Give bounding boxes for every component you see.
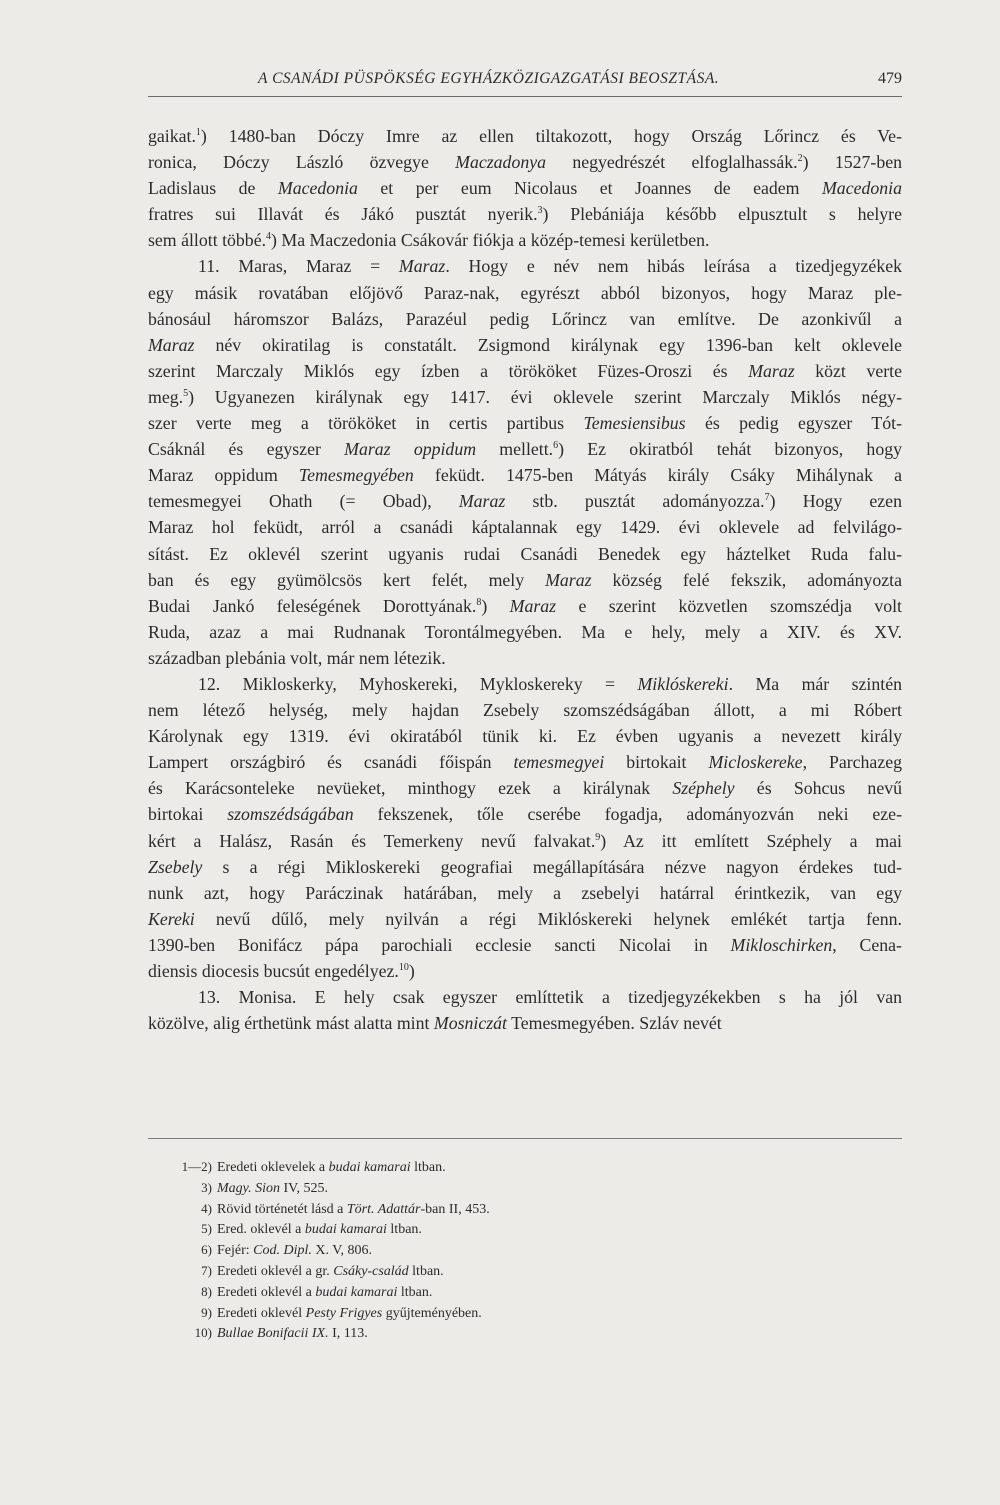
text-run: Temesmegyében. Szláv nevét	[507, 1013, 722, 1034]
italic-text: budai kamarai	[328, 1160, 411, 1175]
footnotes	[175, 1157, 875, 1344]
text-run: Ladislaus de	[148, 178, 278, 199]
text-run: ltban.	[386, 1222, 422, 1238]
footnote-mark: 8)	[201, 1283, 212, 1299]
text-run: ltban.	[397, 1284, 433, 1300]
text-run: 12. Mikloskerky, Myhoskereki, Mykloskereky =	[198, 673, 638, 694]
text-line	[148, 880, 902, 906]
footnote-ref: 10	[398, 962, 409, 973]
text-line	[148, 123, 902, 149]
footnote-mark: 1—2)	[181, 1159, 212, 1174]
text-run: temesmegyei Ohath (= Obad),	[148, 491, 459, 512]
text-run: )	[481, 595, 510, 616]
text-run: Ered. oklevél a	[217, 1222, 305, 1238]
text-run: sítást. Ez oklevél szerint ugyanis rudai Csanádi Benedek egy háztelket Ruda falu-	[148, 543, 902, 564]
text-run: és Karácsonteleke nevüeket, minthogy ezek a királynak	[148, 778, 673, 799]
text-line	[148, 280, 902, 306]
text-line	[148, 488, 902, 514]
text-line	[148, 175, 902, 201]
running-title: A CSANÁDI PÜSPÖKSÉG EGYHÁZKÖZIGAZGATÁSI BEOSZTÁSA.	[258, 70, 720, 87]
text-line	[148, 462, 902, 488]
italic-text: Kereki	[148, 908, 195, 929]
text-run: et per eum Nicolaus et Joannes de eadem	[357, 178, 822, 199]
text-run: meg.	[148, 386, 184, 407]
italic-text: Temesmegyében	[298, 465, 414, 486]
text-line	[148, 541, 902, 567]
text-line	[148, 410, 902, 436]
page-number: 479	[878, 70, 902, 87]
italic-text: Pesty Frigyes	[305, 1305, 383, 1321]
text-line	[148, 984, 902, 1010]
footnote	[175, 1303, 875, 1324]
footnote-ref: 4	[266, 231, 272, 243]
italic-text: Maraz	[545, 569, 592, 590]
text-line	[148, 619, 902, 645]
text-run: diensis diocesis bucsút engedélyez.	[148, 961, 399, 981]
italic-text: Maraz	[509, 595, 557, 616]
italic-text: Zsebely	[148, 856, 203, 877]
text-line	[148, 723, 902, 749]
text-line	[148, 306, 902, 332]
footnote-ref: 9	[595, 831, 601, 843]
text-run: szer verte meg a törököket in certis partibus	[148, 413, 584, 434]
text-line	[148, 149, 902, 175]
text-run: birtokait	[604, 752, 709, 773]
footnote-ref: 1	[195, 127, 201, 138]
text-run: Fejér:	[217, 1243, 254, 1259]
footnote-mark: 3)	[201, 1179, 212, 1195]
text-run: ) Ez okiratból tehát bizonyos, hogy	[558, 439, 902, 460]
text-run: . Hogy e név nem hibás leírása a tizedjegyzékek	[445, 256, 902, 277]
text-run: község felé fekszik, adományozta	[591, 569, 902, 590]
footnote	[175, 1282, 875, 1303]
text-run: ) Hogy ezen	[769, 491, 902, 512]
footnote-mark: 6)	[201, 1242, 212, 1258]
text-run: és pedig egyszer Tót-	[685, 413, 902, 434]
text-run: szerint Marczaly Miklós egy ízben a törököket Füzes-Oroszi és	[148, 360, 749, 381]
text-run: Eredeti oklevél a	[217, 1284, 316, 1300]
italic-text: Mosniczát	[433, 1013, 508, 1034]
italic-text: Maraz	[458, 491, 506, 512]
text-line	[148, 671, 902, 697]
footnote-ref: 2	[797, 153, 803, 165]
text-run: Lampert országbiró és csanádi főispán	[148, 752, 514, 773]
italic-text: Macedonia	[277, 178, 358, 199]
text-run: , Parchazeg	[802, 752, 902, 773]
text-run: ) 1480-ban Dóczy Imre az ellen tiltakozott, hogy Ország Lőrincz és Ve-	[200, 126, 902, 146]
footnote	[175, 1178, 875, 1199]
italic-text: temesmegyei	[513, 752, 605, 773]
footnote	[175, 1240, 875, 1261]
footnote-mark: 10)	[194, 1325, 212, 1341]
footnote-ref: 7	[764, 492, 770, 504]
text-run: Károlynak egy 1319. évi okiratából tünik ki. Ez évben ugyanis a nevezett király	[148, 726, 902, 747]
text-run: 13. Monisa. E hely csak egyszer említtetik a tizedjegyzékekben s ha jól van	[198, 987, 902, 1008]
text-run: e szerint közvetlen szomszédja volt	[556, 595, 902, 616]
text-run: században plebánia volt, már nem létezik.	[148, 647, 446, 668]
text-run: 11. Maras, Maraz =	[198, 256, 399, 277]
footnote-mark: 9)	[201, 1304, 212, 1320]
text-line	[148, 227, 902, 253]
footnote	[175, 1157, 875, 1178]
text-run: közt verte	[794, 360, 902, 381]
text-run: Maraz oppidum	[148, 465, 299, 486]
text-run: -ban II, 453.	[420, 1201, 490, 1217]
text-run: Csáknál és egyszer	[148, 439, 345, 460]
italic-text: budai kamarai	[315, 1284, 398, 1300]
text-run: mellett.	[476, 439, 554, 460]
text-run: negyedrészét elfoglalhassák.	[546, 152, 798, 173]
footnote-mark: 5)	[201, 1221, 212, 1237]
text-run: ) Plebániája később elpusztult s helyre	[542, 204, 902, 225]
text-line	[148, 697, 902, 723]
footnote-ref: 8	[476, 596, 482, 608]
italic-text: Maraz	[748, 360, 795, 381]
italic-text: Temesiensibus	[583, 413, 686, 434]
text-run: Budai Jankó feleségének Dorottyának.	[148, 595, 477, 616]
text-run: ) 1527-ben	[802, 152, 902, 173]
text-run: ltban.	[410, 1160, 446, 1175]
text-run: gaikat.	[148, 126, 196, 146]
footnote-mark: 7)	[201, 1262, 212, 1278]
footnote-ref: 3	[537, 205, 543, 217]
italic-text: Tört. Adattár	[346, 1201, 421, 1217]
italic-text: budai kamarai	[304, 1222, 387, 1238]
italic-text: Csáky-család	[333, 1263, 409, 1279]
italic-text: Macedonia	[822, 178, 902, 199]
text-run: ) Ma Maczedonia Csákovár fiókja a közép-temesi kerületben.	[271, 230, 710, 251]
italic-text: Széphely	[672, 778, 735, 799]
text-run: Eredeti oklevél	[217, 1305, 306, 1321]
text-run: közölve, alig érthetünk mást alatta mint	[148, 1013, 434, 1034]
text-run: ) Az itt említett Széphely a mai	[600, 830, 902, 851]
text-run: ltban.	[408, 1263, 444, 1279]
text-run: Ruda, azaz a mai Rudnanak Torontálmegyében. Ma e hely, mely a XIV. és XV.	[148, 621, 902, 642]
text-run: birtokai	[148, 804, 228, 825]
footnote	[175, 1219, 875, 1240]
text-run: , Cena-	[832, 934, 902, 955]
text-run: . Ma már szintén	[728, 673, 902, 694]
text-run: nunk azt, hogy Paráczinak határában, mely a zsebelyi határral érintkezik, van egy	[148, 882, 902, 903]
text-run: Maraz hol feküdt, arról a csanádi káptalannak egy 1429. évi oklevele ad felvilágo-	[148, 517, 902, 538]
text-line	[148, 775, 902, 801]
italic-text: Micloskereke	[708, 752, 803, 773]
text-run: )	[408, 961, 415, 981]
text-line	[148, 958, 902, 984]
text-line	[148, 201, 902, 227]
running-header	[148, 68, 902, 97]
text-run: feküdt. 1475-ben Mátyás király Csáky Mihálynak a	[413, 465, 902, 486]
italic-text: Maraz oppidum	[344, 439, 477, 460]
footnote-ref: 5	[183, 387, 189, 399]
text-line	[148, 828, 902, 854]
footnote-mark: 4)	[201, 1200, 212, 1216]
text-line	[148, 384, 902, 410]
footnote	[175, 1199, 875, 1220]
text-run: kért a Halász, Rasán és Temerkeny nevű falvakat.	[148, 830, 596, 851]
text-line	[148, 332, 902, 358]
italic-text: Mikloschirken	[730, 934, 833, 955]
text-run: Eredeti oklevelek a	[217, 1160, 329, 1175]
text-run: fratres sui Illavát és Jákó pusztát nyerik.	[148, 204, 538, 225]
text-run: X. V, 806.	[311, 1243, 373, 1259]
text-line	[148, 253, 902, 279]
text-run: egy másik rovatában előjövő Paraz-nak, egyrészt abból bizonyos, hogy Maraz ple-	[148, 282, 902, 303]
text-run: sem állott többé.	[148, 230, 267, 251]
italic-text: szomszédságában	[227, 804, 354, 825]
text-line	[148, 514, 902, 540]
text-run: Rövid történetét lásd a	[217, 1201, 347, 1217]
text-run: név okiratilag is constatált. Zsigmond királynak egy 1396-ban kelt oklevele	[194, 334, 902, 355]
text-run: nem létező helység, mely hajdan Zsebely szomszédságában állott, a mi Róbert	[148, 700, 902, 721]
footnote	[175, 1323, 875, 1344]
text-run: Eredeti oklevél a gr.	[217, 1263, 334, 1279]
text-run: I, 113.	[328, 1326, 368, 1342]
text-line	[148, 567, 902, 593]
italic-text: Maczadonya	[455, 152, 547, 173]
text-run: IV, 525.	[280, 1180, 328, 1196]
text-line	[148, 854, 902, 880]
text-run: és Sohcus nevű	[734, 778, 902, 799]
text-line	[148, 932, 902, 958]
text-run: bánosául háromszor Balázs, Parazéul pedig Lőrincz van említve. De azonkivűl a	[148, 308, 902, 329]
text-run: 1390-ben Bonifácz pápa parochiali ecclesie sancti Nicolai in	[148, 934, 731, 955]
italic-text: Miklóskereki	[637, 673, 729, 694]
text-line	[148, 436, 902, 462]
text-line	[148, 593, 902, 619]
text-run: ban és egy gyümölcsös kert felét, mely	[148, 569, 546, 590]
text-run: ) Ugyanezen királynak egy 1417. évi oklevele szerint Marczaly Miklós négy-	[188, 386, 902, 407]
italic-text: Bullae Bonifacii IX.	[217, 1326, 329, 1342]
text-run: s a régi Mikloskereki geografiai megállapítására nézve nagyon érdekes tud-	[202, 856, 902, 877]
text-run: stb. pusztát adományozza.	[505, 491, 765, 512]
text-line	[148, 801, 902, 827]
text-run: gyűjteményében.	[382, 1305, 482, 1321]
italic-text: Cod. Dipl.	[253, 1243, 312, 1259]
text-line	[148, 358, 902, 384]
text-run: ronica, Dóczy László özvegye	[148, 152, 456, 173]
text-line	[148, 645, 902, 671]
italic-text: Magy. Sion	[217, 1180, 280, 1196]
italic-text: Maraz	[148, 334, 195, 355]
footnote-ref: 6	[553, 440, 559, 452]
text-line	[148, 749, 902, 775]
text-run: nevű dűlő, mely nyilván a régi Miklóskereki helynek emlékét tartja fenn.	[194, 908, 902, 929]
text-line	[148, 906, 902, 932]
footnote	[175, 1261, 875, 1282]
text-line	[148, 1010, 902, 1036]
body-text	[148, 123, 902, 1036]
footnote-separator	[148, 1138, 902, 1139]
italic-text: Maraz	[398, 256, 446, 277]
text-run: fekszenek, tőle cserébe fogadja, adományozván neki eze-	[353, 804, 902, 825]
